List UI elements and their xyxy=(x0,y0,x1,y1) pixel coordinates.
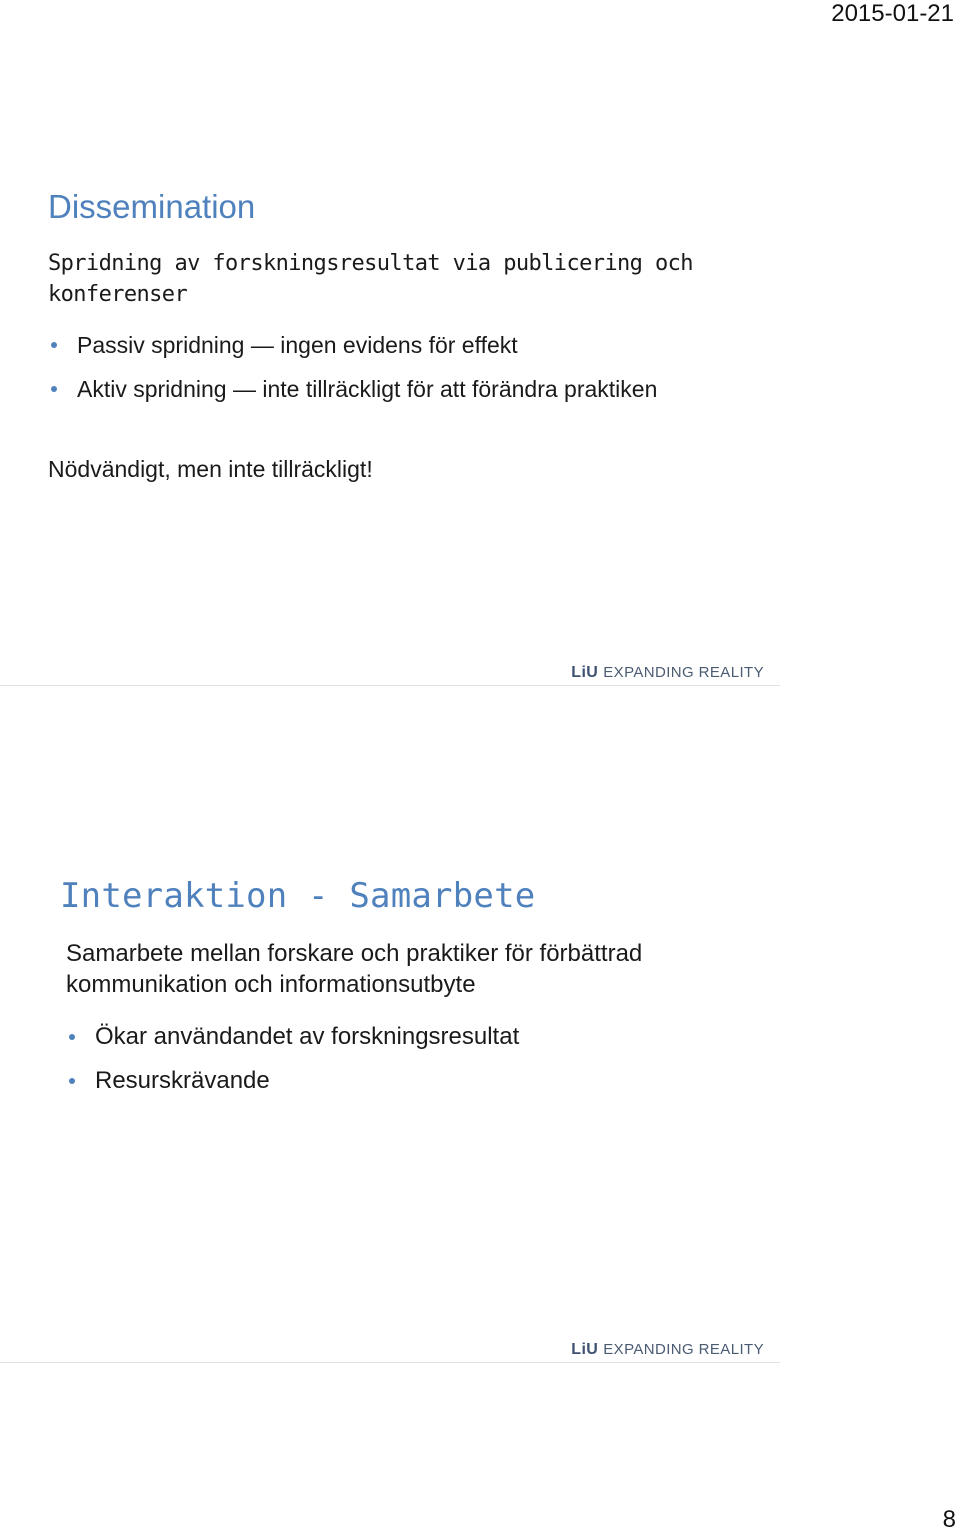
slide-divider xyxy=(0,685,780,686)
slide-interaktion xyxy=(0,868,780,1363)
page-number: 8 xyxy=(942,1506,956,1533)
liu-logo-tagline: EXPANDING REALITY xyxy=(603,664,764,681)
slide-lead-text: Samarbete mellan forskare och praktiker för förbättrad kommunikation och informationsutbyte xyxy=(66,940,643,998)
bullet-icon xyxy=(69,1034,75,1040)
liu-logo xyxy=(571,1341,764,1359)
slide-conclusion: Nödvändigt, men inte tillräckligt! xyxy=(48,456,373,482)
slide-lead-text: Spridning av forskningsresultat via publicering och konferenser xyxy=(48,251,693,307)
print-date: 2015-01-21 xyxy=(831,0,954,27)
bullet-item xyxy=(66,1015,519,1059)
bullet-text: Passiv spridning — ingen evidens för effekt xyxy=(77,332,518,358)
bullet-text: Resurskrävande xyxy=(95,1067,270,1094)
slide-title: Interaktion - Samarbete xyxy=(60,876,536,916)
bullet-item xyxy=(66,1059,519,1103)
bullet-text: Ökar användandet av forskningsresultat xyxy=(95,1023,520,1050)
bullet-list xyxy=(48,323,657,411)
bullet-list xyxy=(66,1015,519,1103)
bullet-icon xyxy=(51,386,57,392)
bullet-item xyxy=(48,323,657,367)
slide-title: Dissemination xyxy=(48,188,256,225)
liu-logo-brand: LiU xyxy=(571,664,599,681)
bullet-icon xyxy=(69,1078,75,1084)
liu-logo xyxy=(571,664,764,682)
bullet-item xyxy=(48,367,657,411)
liu-logo-brand: LiU xyxy=(571,1341,599,1358)
bullet-icon xyxy=(51,342,57,348)
slide-dissemination xyxy=(0,180,780,686)
bullet-text: Aktiv spridning — inte tillräckligt för att förändra praktiken xyxy=(77,376,658,402)
slide-divider xyxy=(0,1362,780,1363)
liu-logo-tagline: EXPANDING REALITY xyxy=(603,1341,764,1358)
